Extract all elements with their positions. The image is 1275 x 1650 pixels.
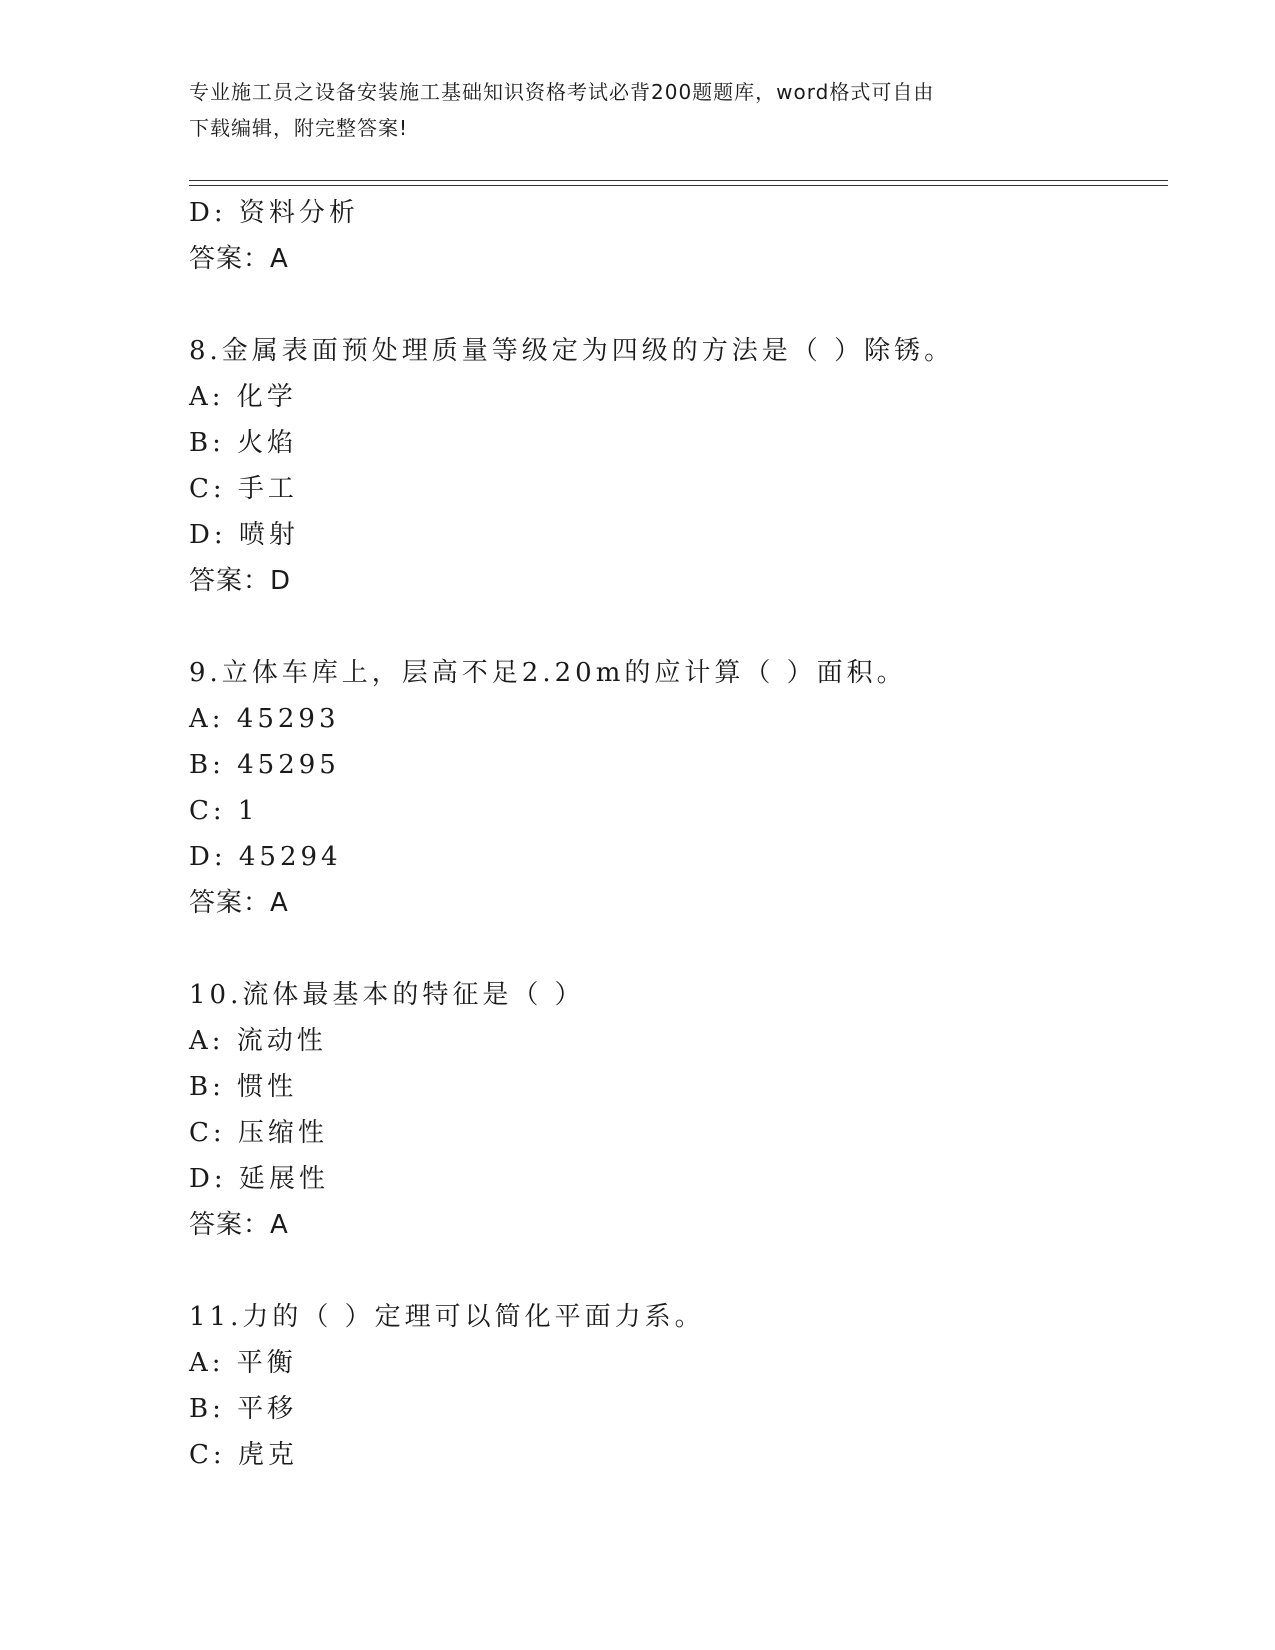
option-b: B: 惯性 xyxy=(189,1072,298,1102)
option-a: A: 45293 xyxy=(189,704,340,734)
option-b: B: 火焰 xyxy=(189,428,298,458)
option-c: C: 1 xyxy=(189,796,259,826)
option-d: D: 45294 xyxy=(189,842,342,872)
option-c: C: 虎克 xyxy=(189,1440,298,1470)
question-stem: 11.力的（ ）定理可以简化平面力系。 xyxy=(189,1302,705,1332)
document-header xyxy=(189,74,1069,146)
question-block-8 xyxy=(189,328,1169,604)
option-c: C: 压缩性 xyxy=(189,1118,328,1148)
answer-line: 答案：A xyxy=(189,888,289,918)
question-stem: 8.金属表面预处理质量等级定为四级的方法是（ ）除锈。 xyxy=(189,336,955,366)
option-d: D: 喷射 xyxy=(189,520,299,550)
option-b: B: 45295 xyxy=(189,750,340,780)
option-a: A: 平衡 xyxy=(189,1348,297,1378)
answer-line: 答案：A xyxy=(189,244,289,274)
answer-line: 答案：D xyxy=(189,566,292,596)
option-d: D: 资料分析 xyxy=(189,198,359,228)
header-line-2: 下载编辑，附完整答案! xyxy=(189,116,409,140)
option-d: D: 延展性 xyxy=(189,1164,329,1194)
question-block-9 xyxy=(189,650,1169,926)
question-block-11 xyxy=(189,1294,1169,1478)
option-c: C: 手工 xyxy=(189,474,298,504)
question-block-10 xyxy=(189,972,1169,1248)
header-divider-bottom xyxy=(189,185,1168,186)
header-line-1: 专业施工员之设备安装施工基础知识资格考试必背200题题库，word格式可自由 xyxy=(189,80,935,104)
option-a: A: 化学 xyxy=(189,382,297,412)
header-divider-top xyxy=(189,180,1168,181)
question-list xyxy=(189,190,1169,1478)
option-a: A: 流动性 xyxy=(189,1026,327,1056)
answer-line: 答案：A xyxy=(189,1210,289,1240)
question-stem: 10.流体最基本的特征是（ ） xyxy=(189,980,585,1010)
option-b: B: 平移 xyxy=(189,1394,298,1424)
question-stem: 9.立体车库上，层高不足2.20m的应计算（ ）面积。 xyxy=(189,658,907,688)
